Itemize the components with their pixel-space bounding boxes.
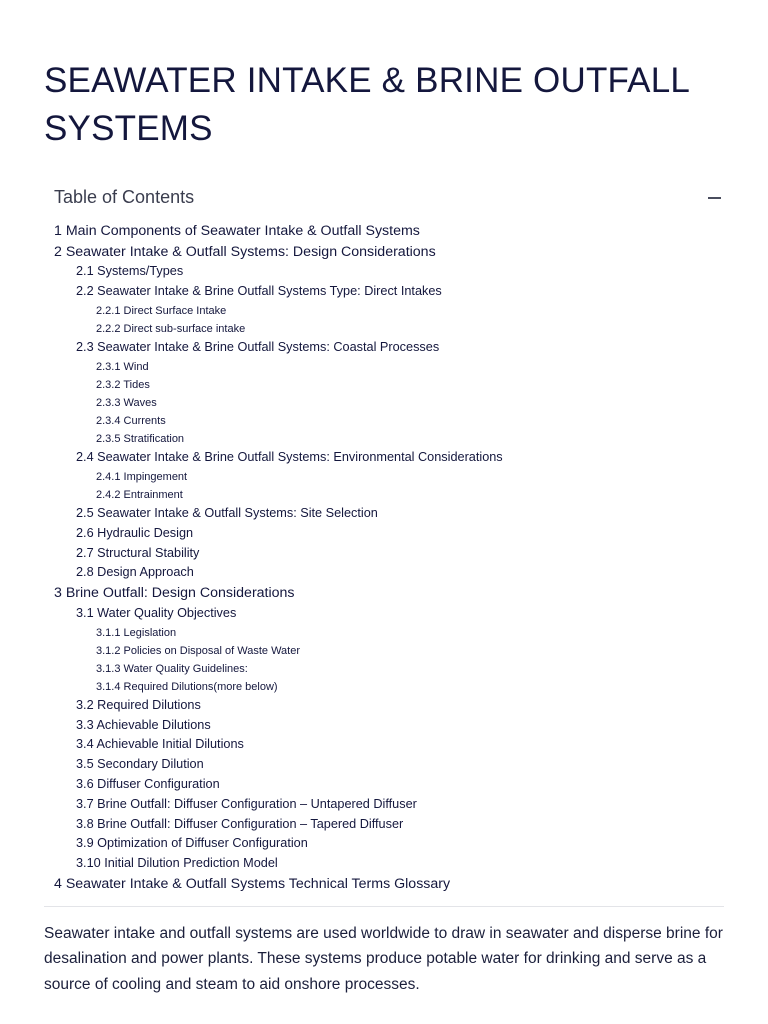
toc-link[interactable]: 3.10 Initial Dilution Prediction Model — [76, 856, 278, 871]
toc-link[interactable]: 3.1 Water Quality Objectives — [76, 605, 237, 620]
toc-heading: Table of Contents — [54, 186, 195, 207]
toc-link[interactable]: 2.7 Structural Stability — [76, 545, 200, 560]
toc-link[interactable]: 3.1.3 Water Quality Guidelines: — [96, 662, 248, 675]
divider — [44, 906, 724, 907]
toc-link[interactable]: 2.2.1 Direct Surface Intake — [96, 304, 227, 317]
toc-link[interactable]: 2.4.2 Entrainment — [96, 488, 183, 501]
toc-list — [54, 221, 724, 895]
toc-link[interactable]: 3.1.2 Policies on Disposal of Waste Water — [96, 644, 300, 657]
collapse-minus-icon[interactable] — [708, 190, 722, 204]
toc-link[interactable]: 2.3.5 Stratification — [96, 432, 185, 445]
toc-link[interactable]: 2.3.1 Wind — [96, 360, 149, 373]
toc-link[interactable]: 2.6 Hydraulic Design — [76, 525, 194, 540]
toc-link[interactable]: 3.6 Diffuser Configuration — [76, 777, 220, 792]
toc-link[interactable]: 3.2 Required Dilutions — [76, 697, 201, 712]
toc-header — [54, 181, 724, 213]
page-title: SEAWATER INTAKE & BRINE OUTFALL SYSTEMS — [44, 61, 689, 148]
toc-link[interactable]: 3.3 Achievable Dilutions — [76, 717, 211, 732]
table-of-contents — [44, 181, 724, 895]
toc-link[interactable]: 3.8 Brine Outfall: Diffuser Configuration – Tapered Diffuser — [76, 816, 404, 831]
toc-link[interactable]: 2.3.4 Currents — [96, 414, 166, 427]
toc-link[interactable]: 2.2 Seawater Intake & Brine Outfall Systems Type: Direct Intakes — [76, 283, 442, 298]
toc-link[interactable]: 3.7 Brine Outfall: Diffuser Configuration – Untapered Diffuser — [76, 796, 417, 811]
toc-link[interactable]: 2.3.2 Tides — [96, 378, 150, 391]
toc-link[interactable]: 3.1.1 Legislation — [96, 626, 177, 639]
toc-link[interactable]: 2.4.1 Impingement — [96, 470, 188, 483]
toc-link[interactable]: 2.2.2 Direct sub-surface intake — [96, 322, 246, 335]
toc-link[interactable]: 4 Seawater Intake & Outfall Systems Technical Terms Glossary — [54, 876, 451, 893]
toc-link[interactable]: 2.8 Design Approach — [76, 565, 194, 580]
toc-link[interactable]: 2.3 Seawater Intake & Brine Outfall Systems: Coastal Processes — [76, 339, 440, 354]
toc-link[interactable]: 3.5 Secondary Dilution — [76, 757, 204, 772]
toc-link[interactable]: 3.1.4 Required Dilutions(more below) — [96, 680, 278, 693]
toc-link[interactable]: 3.9 Optimization of Diffuser Configuration — [76, 836, 308, 851]
toc-link[interactable]: 1 Main Components of Seawater Intake & Outfall Systems — [54, 223, 420, 239]
toc-link[interactable]: 2.4 Seawater Intake & Brine Outfall Systems: Environmental Considerations — [76, 450, 503, 465]
toc-link[interactable]: 2.3.3 Waves — [96, 396, 157, 409]
toc-link[interactable]: 3 Brine Outfall: Design Considerations — [54, 585, 295, 602]
toc-link[interactable]: 2.5 Seawater Intake & Outfall Systems: Site Selection — [76, 506, 378, 521]
toc-link[interactable]: 3.4 Achievable Initial Dilutions — [76, 737, 244, 752]
toc-link[interactable]: 2.1 Systems/Types — [76, 264, 184, 278]
intro-paragraph: Seawater intake and outfall systems are used worldwide to draw in seawater and disperse brine for desalination and power plants. These systems produce potable water for drinking and serve as a source of cooling and steam to aid onshore processes. — [44, 924, 723, 993]
toc-link[interactable]: 2 Seawater Intake & Outfall Systems: Design Considerations — [54, 243, 436, 260]
